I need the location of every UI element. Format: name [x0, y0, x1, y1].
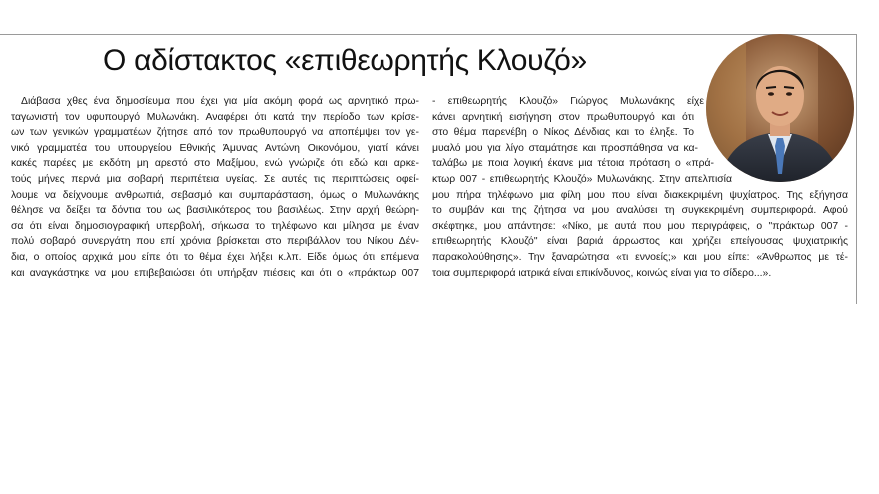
text-line: και αναγκάστηκε να μου επιβεβαιώσει ότι υπήρξαν πιέσεις και ότι ο «πράκτωρ 007 [11, 267, 419, 279]
text-line: κακές παρέες με εκδότη μη αρεστό στο Μαξίμου, ενώ γνώριζε ότι εδώ και αρκε- [11, 158, 419, 170]
text-line: κτωρ 007 - επιθεωρητής Κλουζό» Μυλωνάκης. Στην απελπισία [432, 173, 732, 185]
text-line: ταγωνιστή τον υφυπουργό Μυλωνάκη. Αναφέρει ότι κατά την περίοδο των κρίσε- [11, 111, 419, 123]
text-line: πολύ σοβαρό συνεργάτη που επί χρόνια βρίσκεται στο περιβάλλον του Νίκου Δέν- [11, 236, 419, 248]
text-line: δια, ο οποίος αρχικά μου είπε ότι το θέμα έχει λήξει κ.λπ. Είδε όμως ότι επέμενα [11, 251, 419, 263]
top-rule [0, 34, 857, 35]
text-line: νικό γραμματέα του υπουργείου Εθνικής Άμυνας Αντώνη Οικονόμου, γιατί κάνει [11, 142, 419, 154]
article-headline: Ο αδίστακτος «επιθεωρητής Κλουζό» [103, 44, 587, 77]
text-line: τοια συμπεριφορά ιατρικά είναι επικίνδυνος, κοινώς είναι για το σίδερο...». [432, 267, 772, 279]
author-portrait-photo [706, 34, 854, 182]
text-line: ταλάβω με ποια λογική έκανε μια τέτοια πρόταση ο «πρά- [432, 158, 714, 170]
text-line: - επιθεωρητής Κλουζό» Γιώργος Μυλωνάκης είχε [432, 96, 704, 107]
text-line: παρακολούθησης». Την ξαναρώτησα «τι εννοείς;» και μου είπε: «Άνθρωπος με τέ- [432, 251, 848, 263]
article-body-left-column [11, 94, 419, 281]
text-line: μυαλό μου για λίγο σταμάτησε και προσπάθησα να κα- [432, 142, 698, 154]
text-line: σα ότι είναι δημοσιογραφική υπερβολή, σήκωσα το τηλέφωνο και μίλησα με έναν [11, 220, 419, 232]
text-line: κάνει αρνητική εισήγηση στον πρωθυπουργό και ότι [432, 111, 694, 123]
text-line: το συμβάν και της ζήτησα να μου αναλύσει τη συγκεκριμένη συμπεριφορά. Αφού [432, 205, 848, 217]
text-line: επιθεωρητής Κλουζό" είναι βαριά άρρωστος και χρήζει επείγουσας ψυχιατρικής [432, 236, 848, 248]
right-column-rule [856, 34, 857, 304]
text-line: στο θέμα παρενέβη ο Νίκος Δένδιας και το έληξε. Το [432, 127, 694, 139]
text-line: μου πήρα τηλέφωνο μια φίλη μου που είναι διακεκριμένη ψυχίατρος. Της εξήγησα [432, 189, 848, 201]
text-line: σκέφτηκε, μου απάντησε: «Νίκο, με αυτά που μου περιγράφεις, ο "πράκτωρ 007 - [432, 220, 848, 232]
text-line: Διάβασα χθες ένα δημοσίευμα που έχει για μία ακόμη φορά ως αρνητικό πρω- [21, 96, 419, 107]
text-line: λουμε να δείχνουμε ανθρωπιά, σεβασμό και συμπαράσταση, όμως ο Μυλωνάκης [11, 189, 419, 201]
text-line: τούς μήνες περνά μια σοβαρή περιπέτεια υγείας. Σε αυτές τις περιπτώσεις οφεί- [11, 173, 419, 185]
text-line: ων των γενικών γραμματέων ζήτησε από τον πρωθυπουργό να αποπέμψει τον γε- [11, 127, 419, 139]
text-line: θέλησε να δείξει τα δόντια του ως βασιλικότερος του βασιλέως. Στην αρχή θεώρη- [11, 205, 419, 217]
